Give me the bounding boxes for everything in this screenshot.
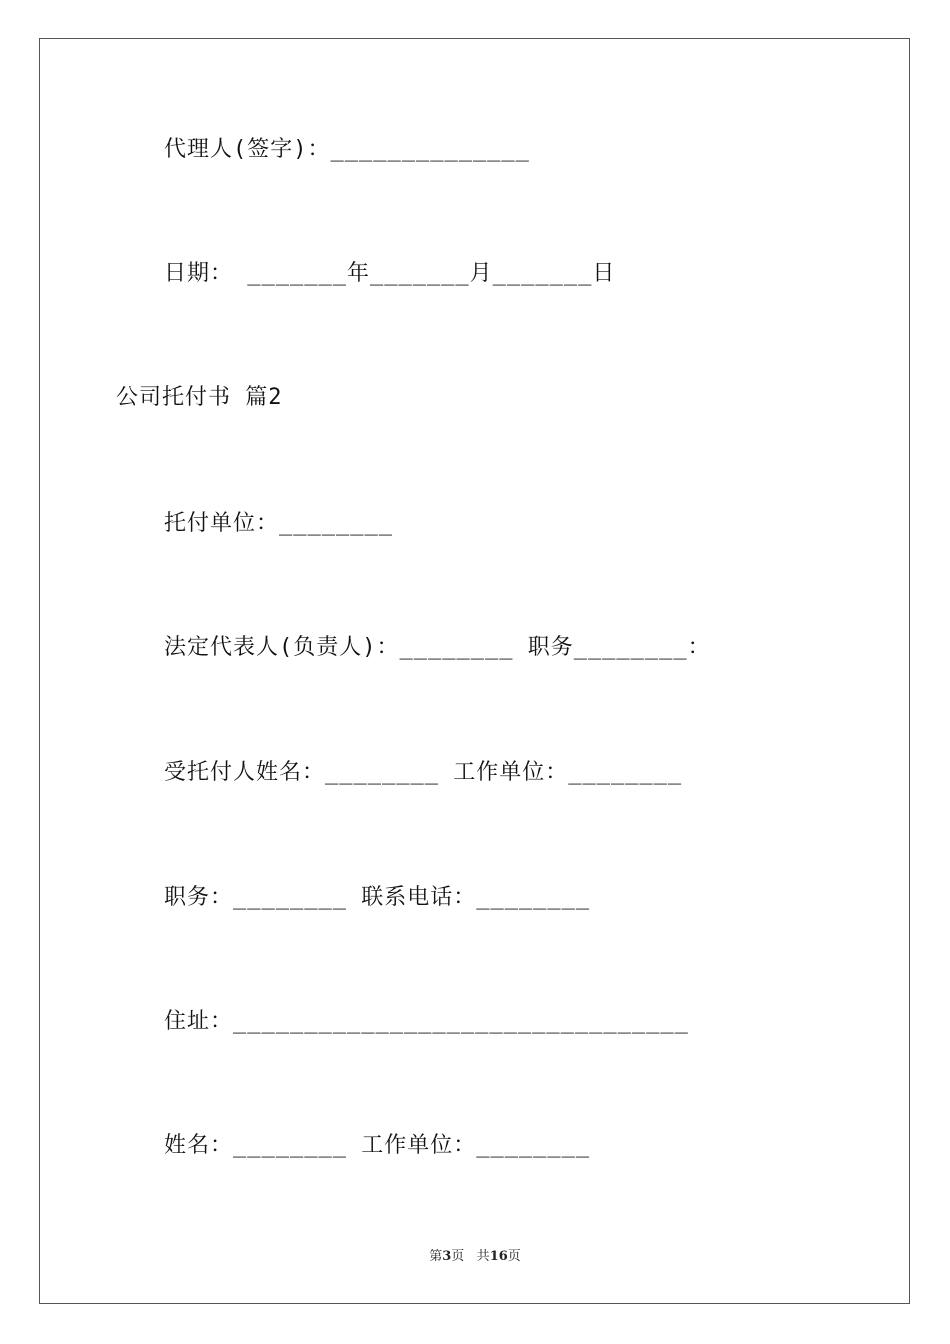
total-suffix: 页 (507, 1249, 521, 1264)
page-prefix: 第 (429, 1249, 443, 1264)
position-phone-line: 职务：________ 联系电话：________ (164, 885, 591, 910)
trustee-name-line: 受托付人姓名：________ 工作单位：________ (164, 760, 683, 785)
section-heading: 公司托付书 篇2 (116, 385, 283, 410)
page-total: 16 (489, 1249, 508, 1264)
address-line: 住址：________________________________ (164, 1009, 689, 1034)
page-footer (0, 1248, 950, 1266)
name-work-unit-line: 姓名：________ 工作单位：________ (164, 1133, 591, 1158)
page-current: 3 (442, 1249, 452, 1264)
legal-representative-line: 法定代表人(负责人)：________ 职务________： (164, 635, 711, 660)
agent-signature-line: 代理人(签字)：______________ (164, 137, 530, 162)
total-prefix: 共 (476, 1249, 490, 1264)
entrusting-unit-line: 托付单位：________ (164, 511, 393, 536)
page-suffix: 页 (451, 1249, 465, 1264)
date-line: 日期： _______年_______月_______日 (164, 261, 616, 286)
page-border (39, 38, 910, 1304)
